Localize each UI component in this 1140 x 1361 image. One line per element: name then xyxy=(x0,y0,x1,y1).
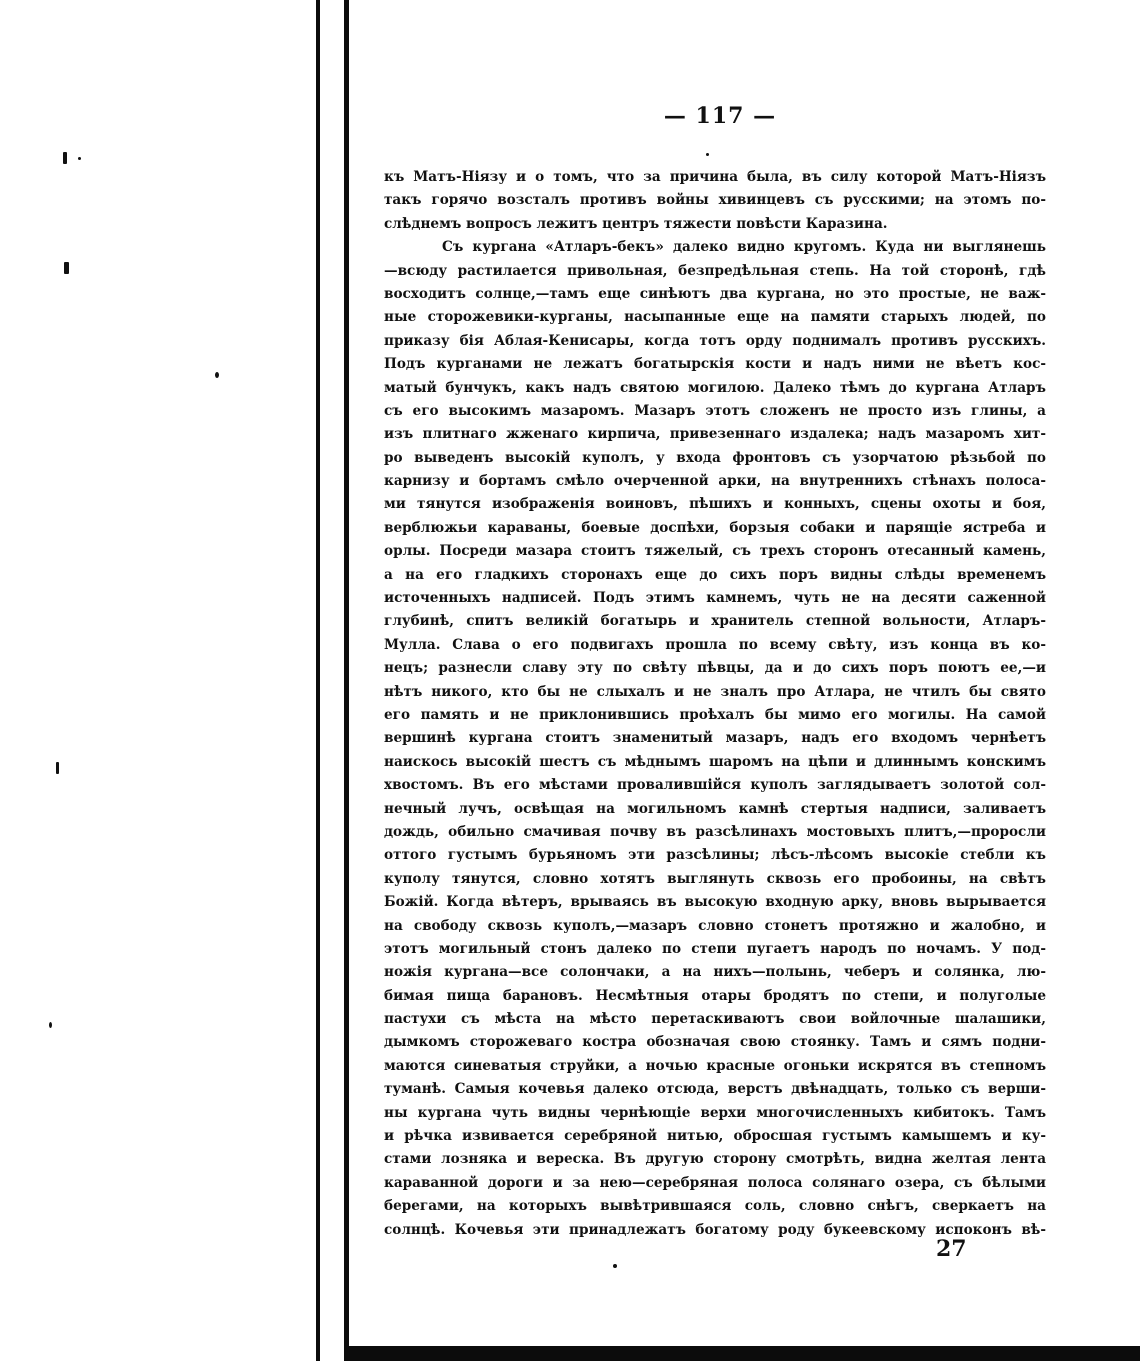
text-line: верблюжьи караваны, боевые доспѣхи, борзыя собаки и парящіе ястреба и xyxy=(384,519,1046,536)
text-line: хвостомъ. Въ его мѣстами провалившійся куполъ заглядываетъ золотой сол- xyxy=(384,777,1046,794)
text-line: караванной дороги и за нею—серебряная полоса солянаго озера, съ бѣлыми xyxy=(384,1174,1046,1191)
text-line: этотъ могильный стонъ далеко по степи пугаетъ народъ по ночамъ. У под- xyxy=(384,940,1046,957)
text-line: изъ плитнаго жженаго кирпича, привезеннаго издалека; надъ мазаромъ хит- xyxy=(384,426,1046,443)
text-line: источенныхъ надписей. Подъ этимъ камнемъ, чуть не на десяти саженной xyxy=(384,590,1046,607)
text-line: вершинѣ кургана стоитъ знаменитый мазаръ, надъ его входомъ чернѣетъ xyxy=(384,730,1046,747)
text-line: пастухи съ мѣста на мѣсто перетаскиваютъ свои войлочные шалашики, xyxy=(384,1011,1046,1028)
scan-speck xyxy=(64,262,69,274)
text-line: маются синеватыя струйки, а ночью красные огоньки искрятся въ степномъ xyxy=(384,1057,1046,1074)
text-line: Подъ курганами не лежатъ богатырскія кости и надъ ними не вѣетъ кос- xyxy=(384,356,1046,373)
text-line: ми тянутся изображенія воиновъ, пѣшихъ и конныхъ, сцены охоты и боя, xyxy=(384,496,1046,513)
signature-mark: 27 xyxy=(936,1236,967,1262)
text-line: ные сторожевики-курганы, насыпанные еще на памяти старыхъ людей, по xyxy=(384,309,1046,326)
body-text xyxy=(384,166,1046,1242)
text-line: на свободу сквозь куполъ,—мазаръ словно стонетъ протяжно и жалобно, и xyxy=(384,917,1046,934)
text-line: дождь, обильно смачивая почву въ разсѣлинахъ мостовыхъ плитъ,—проросли xyxy=(384,823,1046,840)
text-line: его память и не приклонившись проѣхалъ бы мимо его могилы. На самой xyxy=(384,706,1046,723)
text-line: дымкомъ сторожеваго костра обозначая свою стоянку. Тамъ и сямъ подни- xyxy=(384,1034,1046,1051)
text-line: ны кургана чуть видны чернѣющіе верхи многочисленныхъ кибитокъ. Тамъ xyxy=(384,1104,1046,1121)
text-line: и рѣчка извивается серебряной нитью, обросшая густымъ камышемъ и ку- xyxy=(384,1128,1046,1145)
text-line: берегами, на которыхъ вывѣтрившаяся соль, словно снѣгъ, сверкаетъ на xyxy=(384,1198,1046,1215)
text-line: солнцѣ. Кочевья эти принадлежатъ богатому роду букеевскому испоконъ вѣ- xyxy=(384,1221,1046,1238)
text-line: слѣднемъ вопросъ лежитъ центръ тяжести повѣсти Каразина. xyxy=(384,215,888,232)
text-line: Мулла. Слава о его подвигахъ прошла по всему свѣту, изъ конца въ ко- xyxy=(384,636,1046,653)
text-line: приказу бія Аблая-Кенисары, когда тотъ орду поднималъ противъ русскихъ. xyxy=(384,332,1046,349)
text-line: Божій. Когда вѣтеръ, врываясь въ высокую входную арку, вновь вырывается xyxy=(384,894,1046,911)
text-line: а на его гладкихъ сторонахъ еще до сихъ поръ видны слѣды временемъ xyxy=(384,566,1046,583)
binding-edge-line xyxy=(316,0,320,1361)
scan-bottom-border xyxy=(344,1346,1140,1361)
page-edge-line xyxy=(344,0,349,1361)
text-line: стами лозняка и вереска. Въ другую сторону смотрѣть, видна желтая лента xyxy=(384,1151,1046,1168)
text-line: матый бунчукъ, какъ надъ святою могилою. Далеко тѣмъ до кургана Атларъ xyxy=(384,379,1046,396)
scan-speck xyxy=(613,1264,617,1268)
text-line: восходитъ солнце,—тамъ еще синѣютъ два кургана, но это простые, не важ- xyxy=(384,285,1046,302)
text-line: туманѣ. Самыя кочевья далеко отсюда, верстъ двѣнадцать, только съ верши- xyxy=(384,1081,1046,1098)
page-number: — 117 — xyxy=(663,103,777,129)
text-line: съ его высокимъ мазаромъ. Мазаръ этотъ сложенъ не просто изъ глины, а xyxy=(384,402,1046,419)
text-line: наискось высокій шестъ съ мѣднымъ шаромъ на цѣпи и длиннымъ конскимъ xyxy=(384,753,1046,770)
text-line: ножія кургана—все солончаки, а на нихъ—полынь, чеберъ и солянка, лю- xyxy=(384,964,1046,981)
text-line: Съ кургана «Атларъ-бекъ» далеко видно кругомъ. Куда ни выглянешь xyxy=(442,239,1046,256)
text-line: нецъ; разнесли славу эту по свѣту пѣвцы, да и до сихъ поръ поютъ ее,—и xyxy=(384,660,1046,677)
text-line: бимая пища барановъ. Несмѣтныя отары бродятъ по степи, и полуголые xyxy=(384,987,1046,1004)
text-line: глубинѣ, спитъ великій богатырь и хранитель степной вольности, Атларъ- xyxy=(384,613,1046,630)
scan-speck xyxy=(63,152,67,164)
scan-speck xyxy=(706,153,709,156)
text-line: нѣтъ никого, кто бы не слыхалъ и не зналъ про Атлара, не чтилъ бы свято xyxy=(384,683,1046,700)
scan-speck xyxy=(49,1022,52,1028)
scan-speck xyxy=(215,372,219,378)
text-line: ро выведенъ высокій куполъ, у входа фронтовъ съ узорчатою рѣзьбой по xyxy=(384,449,1046,466)
text-line: —всюду растилается привольная, безпредѣльная степь. На той сторонѣ, гдѣ xyxy=(384,262,1046,279)
text-line: оттого густымъ бурьяномъ эти разсѣлины; лѣсъ-лѣсомъ высокіе стебли къ xyxy=(384,847,1046,864)
text-line: куполу тянутся, словно хотятъ выглянуть сквозь его пробоины, на свѣтъ xyxy=(384,870,1046,887)
text-line: карнизу и бортамъ смѣло очерченной арки, на внутреннихъ стѣнахъ полоса- xyxy=(384,473,1046,490)
scan-speck xyxy=(78,157,81,160)
text-line: такъ горячо возсталъ противъ войны хивинцевъ съ русскими; на этомъ по- xyxy=(384,192,1046,209)
scan-speck xyxy=(56,762,59,774)
text-line: къ Матъ-Ніязу и о томъ, что за причина была, въ силу которой Матъ-Ніязъ xyxy=(384,169,1046,185)
text-line: орлы. Посреди мазара стоитъ тяжелый, съ трехъ сторонъ отесанный камень, xyxy=(384,543,1046,560)
text-line: нечный лучъ, освѣщая на могильномъ камнѣ стертыя надписи, заливаетъ xyxy=(384,800,1046,817)
